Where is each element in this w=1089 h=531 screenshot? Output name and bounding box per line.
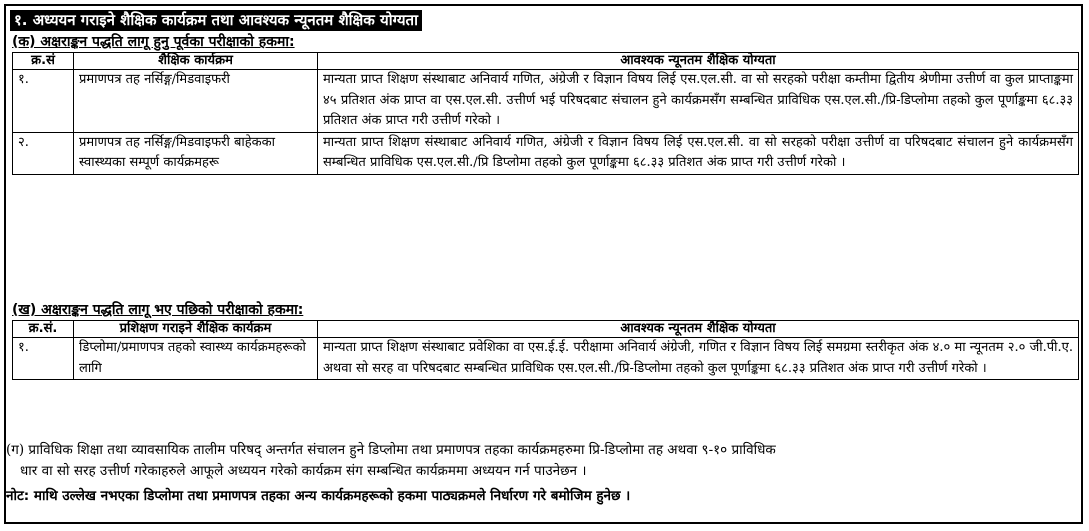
row-program: प्रमाणपत्र तह नर्सिङ्ग/मिडवाइफरी xyxy=(74,70,318,133)
row-sn: १. xyxy=(13,338,74,380)
row-sn: १. xyxy=(13,70,74,133)
row-program: प्रमाणपत्र तह नर्सिङ्ग/मिडवाइफरी बाहेकका स्वास्थ्यका सम्पूर्ण कार्यक्रमहरू xyxy=(74,132,318,174)
table-row xyxy=(13,70,1079,133)
part-c-line-2: धार वा सो सरह उत्तीर्ण गरेकाहरुले आफूले अध्ययन गरेको कार्यक्रम संग सम्बन्धित कार्यक्रममा अध्ययन गर्न पाउनेछन । xyxy=(20,463,587,479)
part-c-line-1: (ग) प्राविधिक शिक्षा तथा व्यावसायिक तालीम परिषद् अन्तर्गत संचालन हुने डिप्लोमा तथा प्रमाणपत्र तहका कार्यक्रमहरुमा प्रि-डिप्लोमा तह अथवा ९-१० प्राविधिक xyxy=(6,442,776,458)
header-sn: क्र.सं. xyxy=(13,321,74,338)
row-program: डिप्लोमा/प्रमाणपत्र तहको स्वास्थ्य कार्यक्रमहरूको लागि xyxy=(74,338,318,380)
header-qualification: आवश्यक न्यूनतम शैक्षिक योग्यता xyxy=(318,321,1079,338)
section-title: १. अध्ययन गराइने शैक्षिक कार्यक्रम तथा आवश्यक न्यूनतम शैक्षिक योग्यता xyxy=(10,10,422,31)
header-qualification: आवश्यक न्यूनतम शैक्षिक योग्यता xyxy=(318,53,1079,70)
header-program: प्रशिक्षण गराइने शैक्षिक कार्यक्रम xyxy=(74,321,318,338)
table-row xyxy=(13,338,1079,380)
part-a-table xyxy=(12,52,1079,175)
row-qualification: मान्यता प्राप्त शिक्षण संस्थाबाट अनिवार्य गणित, अंग्रेजी र विज्ञान विषय लिई एस.एल.सी. वा सो सरहको परीक्षा कम्तीमा द्वितीय श्रेणीमा उत्तीर्ण वा कुल प्राप्ताङ्कमा ४५ प्रतिशत अंक प्राप्त वा एस.एल.सी. उत्तीर्ण भई परिषदबाट संचालन हुने कार्यक्रमसँग सम्बन्धित प्राविधिक एस.एल.सी./प्रि-डिप्लोमा तहको कुल पूर्णाङ्कमा ६८.३३ प्रतिशत अंक प्राप्त गरी उत्तीर्ण गरेको । xyxy=(318,70,1079,133)
part-b-table xyxy=(12,320,1079,380)
row-qualification: मान्यता प्राप्त शिक्षण संस्थाबाट अनिवार्य गणित, अंग्रेजी र विज्ञान विषय लिई एस.एल.सी. वा सो सरहको परीक्षा उत्तीर्ण वा परिषदबाट संचालन हुने कार्यक्रमसँग सम्बन्धित प्राविधिक एस.एल.सी./प्रि डिप्लोमा तहको कुल पूर्णाङ्कमा ६८.३३ प्रतिशत अंक प्राप्त गरी उत्तीर्ण गरेको । xyxy=(318,132,1079,174)
table-row xyxy=(13,132,1079,174)
header-sn: क्र.सं xyxy=(13,53,74,70)
note-text: नोट: माथि उल्लेख नभएका डिप्लोमा तथा प्रमाणपत्र तहका अन्य कार्यक्रमहरूको हकमा पाठ्यक्रमले निर्धारण गरे बमोजिम हुनेछ । xyxy=(6,488,631,504)
part-b-heading: (ख) अक्षराङ्कन पद्धति लागू भए पछिको परीक्षाको हकमा: xyxy=(12,302,304,318)
part-b-header-row xyxy=(13,321,1079,338)
header-program: शैक्षिक कार्यक्रम xyxy=(74,53,318,70)
row-qualification: मान्यता प्राप्त शिक्षण संस्थाबाट प्रवेशिका वा एस.ई.ई. परीक्षामा अनिवार्य अंग्रेजी, गणित र विज्ञान विषय लिई समग्रमा स्तरीकृत अंक ४.० मा न्यूनतम २.० जी.पी.ए. अथवा सो सरह वा परिषदबाट सम्बन्धित प्राविधिक एस.एल.सी./प्रि-डिप्लोमा तहको कुल पूर्णाङ्कमा ६८.३३ प्रतिशत अंक प्राप्त गरी उत्तीर्ण गरेको । xyxy=(318,338,1079,380)
row-sn: २. xyxy=(13,132,74,174)
part-a-heading: (क) अक्षराङ्कन पद्धति लागू हुनु पूर्वका परीक्षाको हकमा: xyxy=(12,34,295,50)
part-a-header-row xyxy=(13,53,1079,70)
